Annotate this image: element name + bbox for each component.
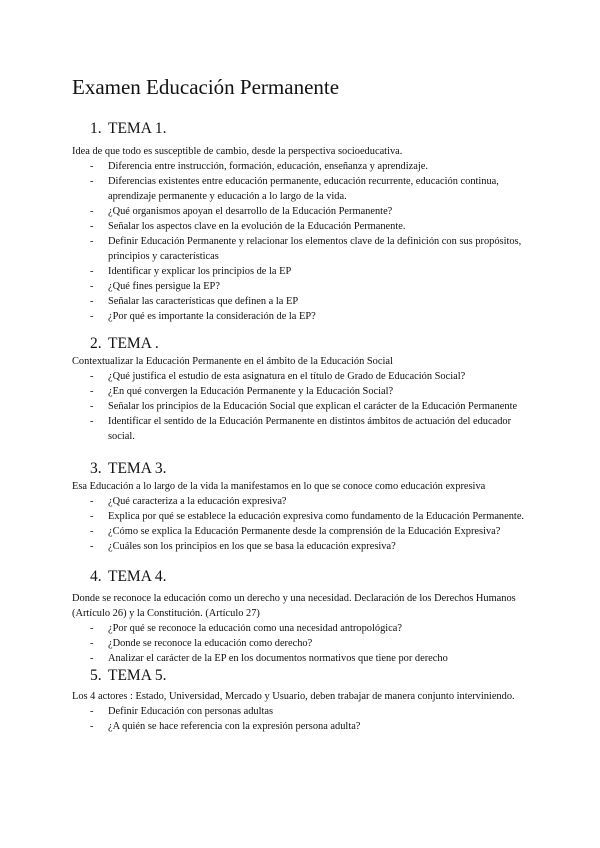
section-tema-2 bbox=[72, 334, 532, 444]
list-item: - ¿Qué justifica el estudio de esta asignatura en el título de Grado de Educación Social? bbox=[72, 369, 532, 384]
section-heading bbox=[72, 666, 532, 686]
section-title: TEMA 4. bbox=[108, 568, 167, 585]
section-number: 5. bbox=[90, 667, 102, 684]
section-intro: Esa Educación a lo largo de la vida la manifestamos en lo que se conoce como educación expresiva bbox=[72, 481, 486, 492]
list-item: - ¿En qué convergen la Educación Permanente y la Educación Social? bbox=[72, 384, 532, 399]
list-item: - ¿Donde se reconoce la educación como derecho? bbox=[72, 636, 532, 651]
section-heading bbox=[72, 119, 532, 139]
list-item: - ¿Cómo se explica la Educación Permanente desde la comprensión de la Educación Expresiva? bbox=[72, 524, 532, 539]
section-tema-4 bbox=[72, 567, 532, 666]
list-item: - Definir Educación Permanente y relacionar los elementos clave de la definición con sus propósitos, principios y características bbox=[72, 234, 532, 264]
question-list bbox=[72, 704, 532, 734]
section-intro: Los 4 actores : Estado, Universidad, Mercado y Usuario, deben trabajar de manera conjunto interviniendo. bbox=[72, 691, 515, 702]
list-item: - ¿Por qué se reconoce la educación como una necesidad antropológica? bbox=[72, 621, 532, 636]
section-number: 1. bbox=[90, 120, 102, 137]
list-item: - Analizar el carácter de la EP en los documentos normativos que tiene por derecho bbox=[72, 651, 532, 666]
question-list bbox=[72, 369, 532, 444]
question-list bbox=[72, 494, 532, 554]
document-title: Examen Educación Permanente bbox=[72, 75, 340, 99]
list-item: - ¿Por qué es importante la consideración de la EP? bbox=[72, 309, 532, 324]
list-item: - Señalar los principios de la Educación Social que explican el carácter de la Educación Permanente bbox=[72, 399, 532, 414]
list-item: - Señalar las características que definen a la EP bbox=[72, 294, 532, 309]
section-tema-5 bbox=[72, 666, 532, 734]
section-title: TEMA . bbox=[108, 335, 159, 352]
section-heading bbox=[72, 567, 532, 587]
list-item: - Explica por qué se establece la educación expresiva como fundamento de la Educación Permanente. bbox=[72, 509, 532, 524]
section-title: TEMA 5. bbox=[108, 667, 167, 684]
section-intro: Donde se reconoce la educación como un derecho y una necesidad. Declaración de los Derechos Humanos (Artículo 26) y la Constitución. (Artículo 27) bbox=[72, 593, 516, 619]
list-item: - Definir Educación con personas adultas bbox=[72, 704, 532, 719]
section-number: 4. bbox=[90, 568, 102, 585]
section-title: TEMA 1. bbox=[108, 120, 167, 137]
question-list bbox=[72, 159, 532, 324]
section-number: 2. bbox=[90, 335, 102, 352]
list-item: - Identificar el sentido de la Educación Permanente en distintos ámbitos de actuación del educador social. bbox=[72, 414, 532, 444]
section-tema-1 bbox=[72, 119, 532, 324]
list-item: - Diferencia entre instrucción, formación, educación, enseñanza y aprendizaje. bbox=[72, 159, 532, 174]
list-item: - ¿A quién se hace referencia con la expresión persona adulta? bbox=[72, 719, 532, 734]
list-item: - ¿Qué caracteriza a la educación expresiva? bbox=[72, 494, 532, 509]
section-intro: Idea de que todo es susceptible de cambio, desde la perspectiva socioeducativa. bbox=[72, 146, 403, 157]
section-heading bbox=[72, 334, 532, 354]
question-list bbox=[72, 621, 532, 666]
list-item: - Identificar y explicar los principios de la EP bbox=[72, 264, 532, 279]
section-intro: Contextualizar la Educación Permanente en el ámbito de la Educación Social bbox=[72, 356, 393, 367]
list-item: - ¿Cuáles son los principios en los que se basa la educación expresiva? bbox=[72, 539, 532, 554]
list-item: - ¿Qué organismos apoyan el desarrollo de la Educación Permanente? bbox=[72, 204, 532, 219]
list-item: - Diferencias existentes entre educación permanente, educación recurrente, educación continua, aprendizaje permanente y educación a lo largo de la vida. bbox=[72, 174, 532, 204]
section-tema-3 bbox=[72, 459, 532, 554]
section-title: TEMA 3. bbox=[108, 460, 167, 477]
list-item: - ¿Qué fines persigue la EP? bbox=[72, 279, 532, 294]
section-number: 3. bbox=[90, 460, 102, 477]
list-item: - Señalar los aspectos clave en la evolución de la Educación Permanente. bbox=[72, 219, 532, 234]
section-heading bbox=[72, 459, 532, 479]
